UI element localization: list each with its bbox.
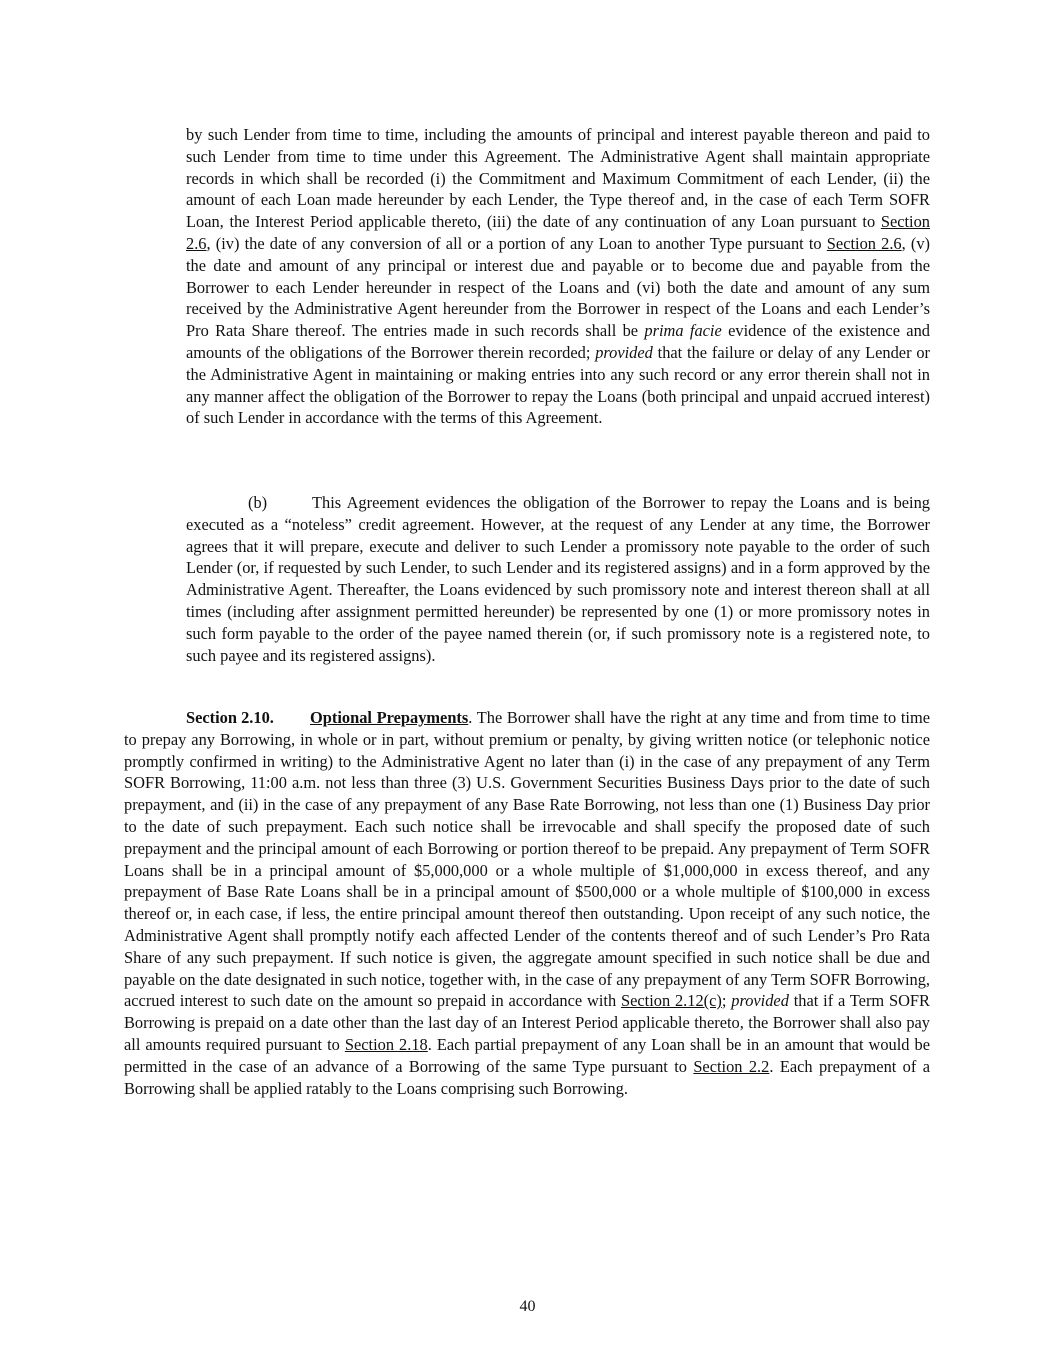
section-optional-prepayments (124, 707, 930, 1099)
paragraph-text: , (v) the date and amount of any principal or interest due and payable or to become due and payable from the Borrower to each Lender hereunder in respect of the Loans and (vi) both the date and amount of any sum received by the Administrative Agent hereunder from the Borrower in respect of the Loans and each Lender’s Pro Rata Share thereof. The entries made in such records shall be (186, 233, 931, 341)
section-reference: Section 2.6 (186, 212, 930, 253)
paragraph-records (186, 124, 930, 429)
paragraph-text: , (iv) the date of any conversion of all or a portion of any Loan to another Type pursuant to (206, 233, 827, 253)
section-title: Optional Prepayments (310, 708, 469, 727)
section-reference: Section 2.6 (826, 233, 902, 253)
italic-term: provided (731, 991, 789, 1011)
paragraph-text: . Each partial prepayment of any Loan shall be in an amount that would be permitted in the case of an advance of a Borrowing of the same Type pursuant to (124, 1034, 930, 1076)
italic-term: prima facie (644, 321, 722, 341)
section-number: Section 2.10. (186, 708, 274, 727)
paragraph-text: that the failure or delay of any Lender or the Administrative Agent in maintaining or making entries into any such record or any error therein shall not in any manner affect the obligation of the Borrower to repay the Loans (both principal and unpaid accrued interest) of such Lender in accordance with the terms of this Agreement. (186, 342, 930, 428)
italic-term: provided (595, 342, 653, 362)
section-reference: Section 2.2 (693, 1056, 770, 1076)
clause-label: (b) (248, 493, 268, 512)
paragraph-noteless (186, 492, 930, 666)
paragraph-text: This Agreement evidences the obligation of the Borrower to repay the Loans and is being executed as a “noteless” credit agreement. However, at the request of any Lender at any time, the Borrower agrees that it will prepare, execute and deliver to such Lender a promissory note payable to the order of such Lender (or, if requested by such Lender, to such Lender and its registered assigns) and in a form approved by the Administrative Agent. Thereafter, the Loans evidenced by such promissory note and interest thereon shall at all times (including after assignment permitted hereunder) be represented by one (1) or more promissory notes in such form payable to the order of the payee named therein (or, if such promissory note is a registered note, to such payee and its registered assigns). (186, 493, 930, 665)
paragraph-text: . Each prepayment of a Borrowing shall be applied ratably to the Loans comprising such Borrowing. (124, 1056, 930, 1098)
paragraph-text: evidence of the existence and amounts of the obligations of the Borrower therein recorded; (186, 321, 930, 362)
paragraph-text: ; (721, 991, 732, 1011)
section-reference: Section 2.18 (344, 1034, 428, 1054)
paragraph-text: . The Borrower shall have the right at any time and from time to time to prepay any Borrowing, in whole or in part, without premium or penalty, by giving written notice (or telephonic notice promptly confirmed in writing) to the Administrative Agent no later than (i) in the case of any prepayment of any Term SOFR Borrowing, 11:00 a.m. not less than three (3) U.S. Government Securities Business Days prior to the date of such prepayment, and (ii) in the case of any prepayment of any Base Rate Borrowing, not less than one (1) Business Day prior to the date of such prepayment. Each such notice shall be irrevocable and shall specify the proposed date of such prepayment and the principal amount of each Borrowing or portion thereof to be prepaid. Any prepayment of Term SOFR Loans shall be in a principal amount of $5,000,000 or a whole multiple of $1,000,000 in excess thereof, and any prepayment of Base Rate Loans shall be in a principal amount of $500,000 or a whole multiple of $100,000 in excess thereof or, in each case, if less, the entire principal amount thereof then outstanding. Upon receipt of any such notice, the Administrative Agent shall promptly notify each affected Lender of the contents thereof and of such Lender’s Pro Rata Share of any such prepayment. If such notice is given, the aggregate amount specified in such notice shall be due and payable on the date designated in such notice, together with, in the case of any prepayment of any Term SOFR Borrowing, accrued interest to such date on the amount so prepaid in accordance with (124, 708, 930, 1011)
page-number: 40 (519, 1298, 536, 1315)
paragraph-text: that if a Term SOFR Borrowing is prepaid on a date other than the last day of an Interest Period applicable thereto, the Borrower shall also pay all amounts required pursuant to (124, 991, 930, 1054)
section-reference: Section 2.12(c) (620, 991, 722, 1011)
paragraph-text: by such Lender from time to time, including the amounts of principal and interest payable thereon and paid to such Lender from time to time under this Agreement. The Administrative Agent shall maintain appropriate records in which shall be recorded (i) the Commitment and Maximum Commitment of each Lender, (ii) the amount of each Loan made hereunder by each Lender, the Type thereof and, in the case of each Term SOFR Loan, the Interest Period applicable thereto, (iii) the date of any continuation of any Loan pursuant to (186, 125, 930, 232)
